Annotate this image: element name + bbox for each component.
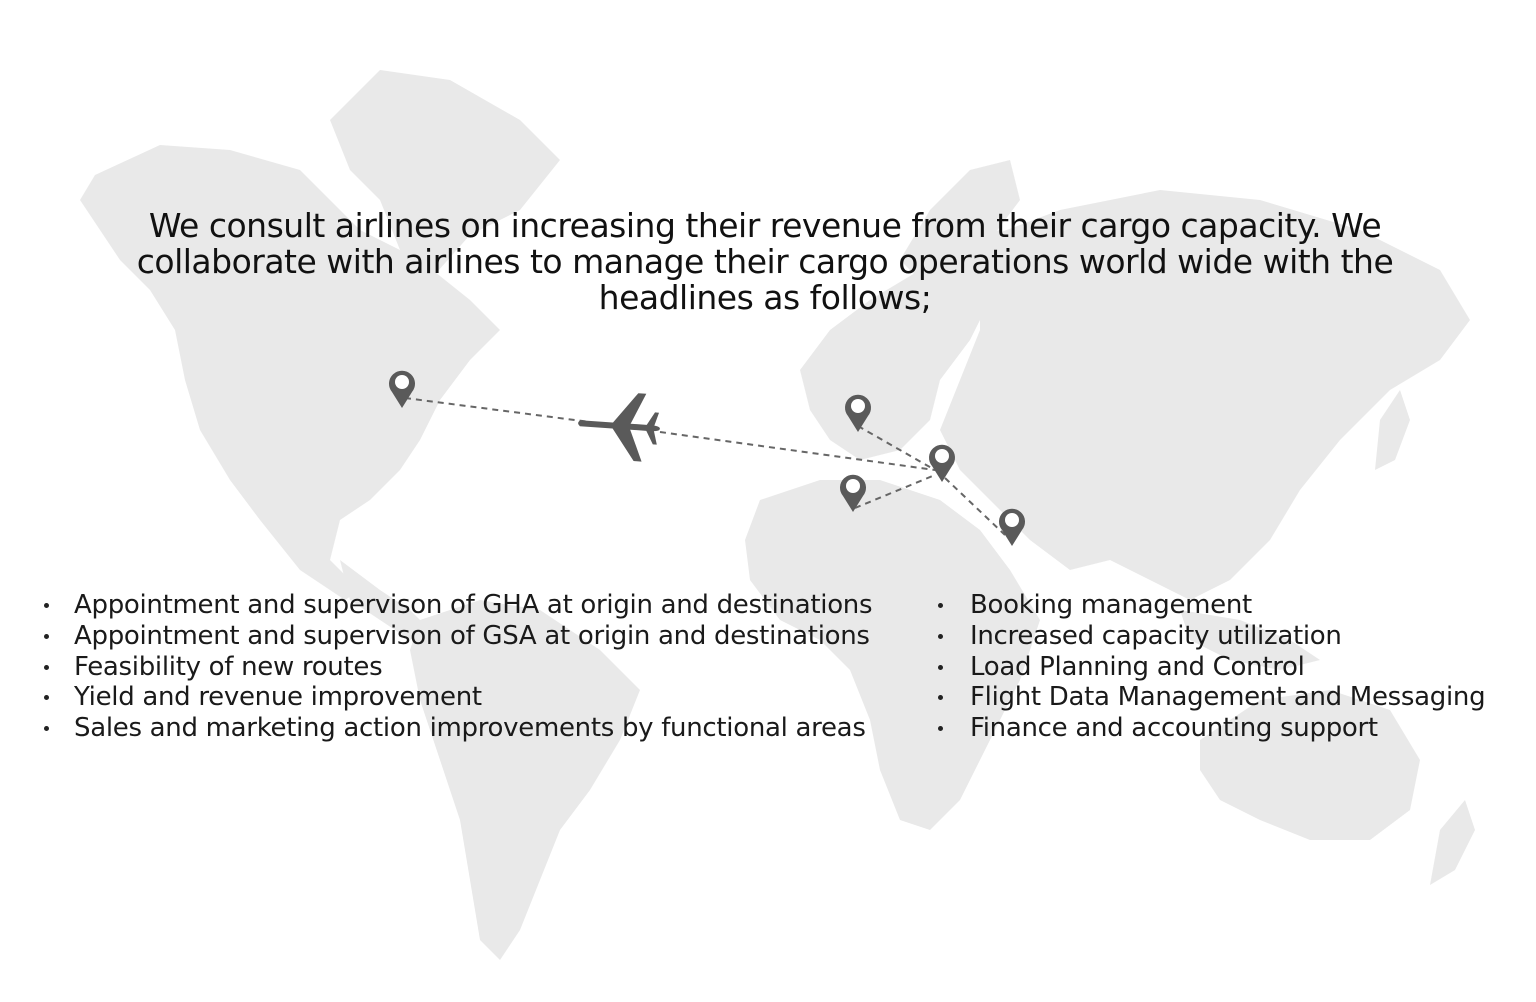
list-item-label: Yield and revenue improvement [74,682,482,713]
list-item-label: Sales and marketing action improvements by functional areas [74,713,866,744]
list-item [74,713,872,744]
list-item [74,590,872,621]
list-item-label: Finance and accounting support [970,713,1378,744]
services-list-right [970,590,1485,744]
japan-shape [1375,390,1410,470]
list-item-label: Booking management [970,590,1252,620]
bullet-icon [938,603,943,608]
list-item [74,621,872,652]
list-item [970,590,1485,621]
location-pin-icon [999,509,1025,546]
bullet-icon [938,634,943,639]
bullet-icon [44,665,49,670]
list-item-label: Increased capacity utilization [970,620,1342,651]
list-item [970,652,1485,683]
bullet-icon [44,603,49,608]
list-item-label: Load Planning and Control [970,651,1305,682]
new-zealand-shape [1430,800,1475,885]
list-item [970,621,1485,652]
list-item [970,713,1485,744]
headline-text: We consult airlines on increasing their revenue from their cargo capacity. We collaborate with airlines to manage their cargo operations world wide with the headlines as follows; [136,206,1394,317]
list-item [970,682,1485,713]
bullet-icon [44,634,49,639]
list-item-label: Flight Data Management and Messaging [970,682,1486,713]
bullet-icon [938,665,943,670]
list-item-label: Feasibility of new routes [74,651,383,682]
services-list-left [74,590,872,744]
list-item [74,652,872,683]
list-item-label: Appointment and supervison of GSA at origin and destinations [74,620,870,651]
list-item-label: Appointment and supervison of GHA at origin and destinations [74,590,873,620]
location-pin-icon [929,445,955,482]
airplane-icon [576,389,663,463]
list-item [74,682,872,713]
